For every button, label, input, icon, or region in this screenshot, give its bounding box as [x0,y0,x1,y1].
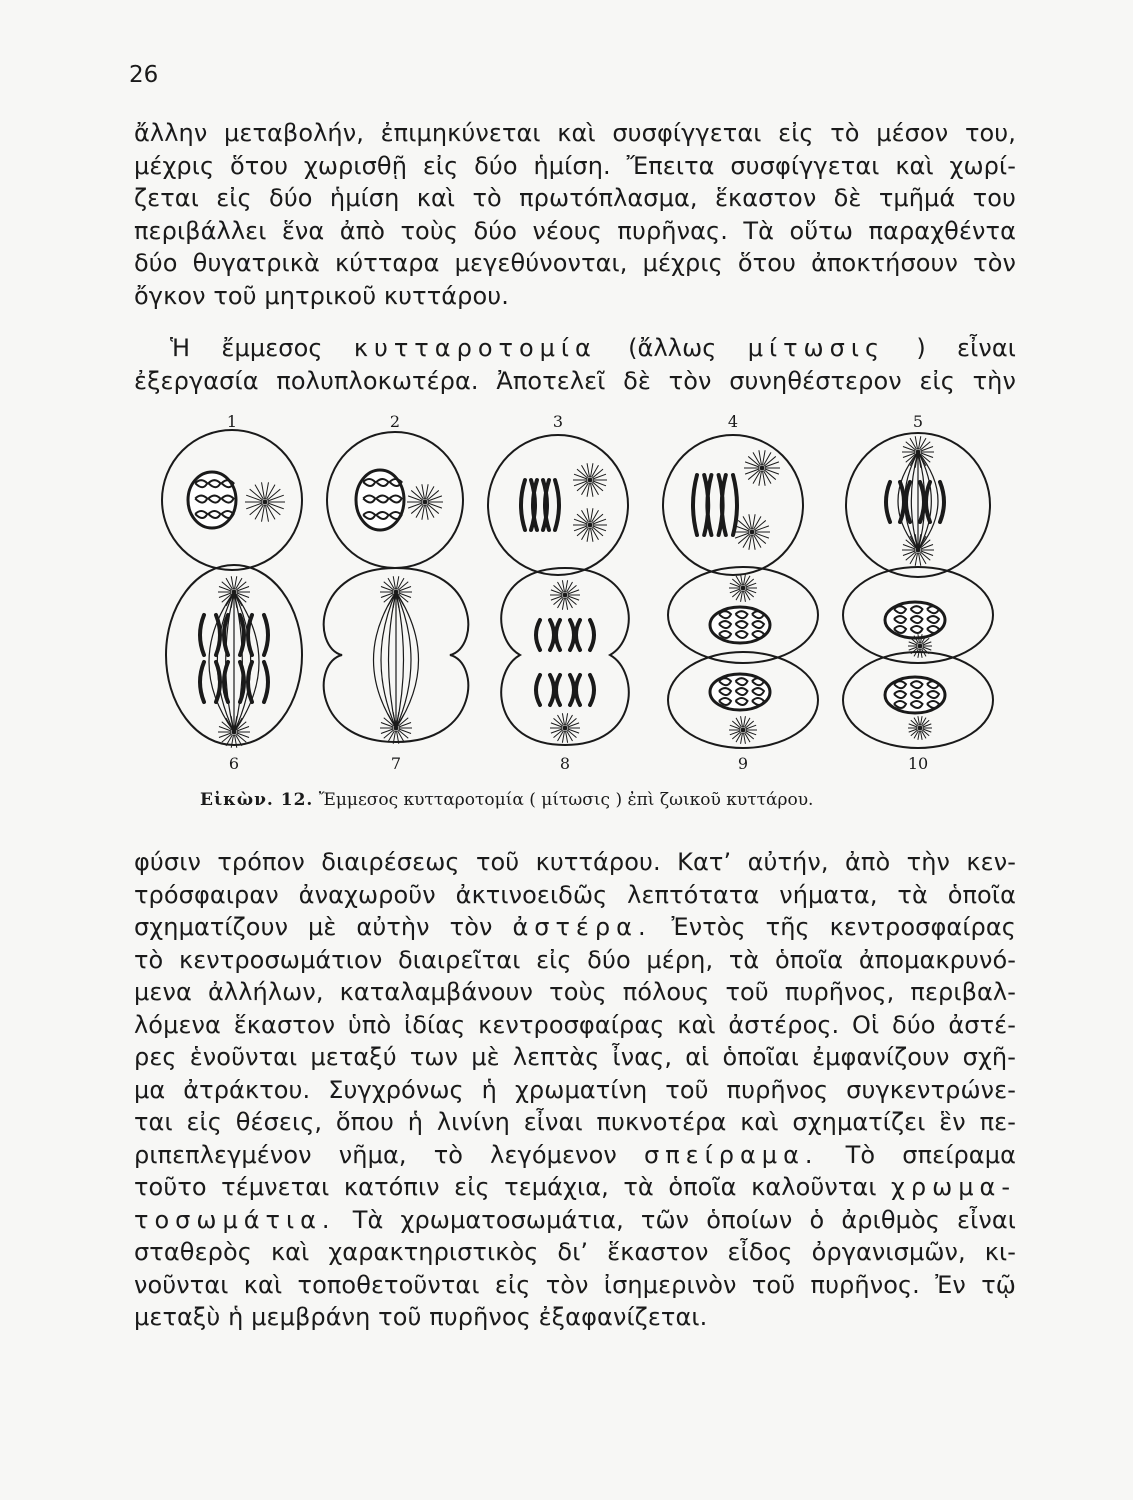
text-line: μενα ἀλλήλων, καταλαμβάνουν τοὺς πόλους τοῦ πυρῆνος, περιβαλ- [134,978,1016,1006]
stage-number: 2 [389,412,401,431]
text-line: ζεται εἰς δύο ἡμίση καὶ τὸ πρωτόπλασμα, ἕκαστον δὲ τμῆμά του [134,184,1016,212]
centrosome [563,593,568,598]
mitosis-illustration [150,410,1010,780]
caption-label: Εἰκὼν. 12. [200,790,314,810]
text-fragment: ριπεπλεγμένον νῆμα, τὸ λεγόμενον [134,1140,617,1169]
second-paragraph [134,332,1016,397]
text-line: μα ἀτράκτου. Συγχρόνως ἡ χρωματίνη τοῦ πυρῆνος συγκεντρώνε- [134,1075,1016,1104]
stage-number: 4 [727,412,739,431]
caption-text: Ἔμμεσος κυτταροτομία ( μίτωσις ) ἐπὶ ζωικοῦ κυττάρου. [318,790,814,810]
spaced-term: ἀστέρα. [512,913,652,941]
text-line: μέχρις ὅτου χωρισθῇ εἰς δύο ἡμίση. Ἔπειτα συσφίγγεται καὶ χωρί- [134,151,1016,180]
centrosome [563,726,568,731]
text-line: ρες ἑνοῦνται μεταξύ των μὲ λεπτὰς ἶνας, αἱ ὁποῖαι ἐμφανίζουν σχῆ- [134,1043,1016,1071]
text-fragment: Ἡ ἔμμεσος [170,334,323,362]
stage-number: 7 [390,754,402,773]
text-line: λόμενα ἕκαστον ὑπὸ ἰδίας κεντροσφαίρας καὶ ἀστέρος. Οἱ δύο ἀστέ- [134,1010,1016,1039]
stage-number: 5 [912,412,924,431]
centrosome [394,590,399,595]
text-line: φύσιν τρόπον διαιρέσεως τοῦ κυττάρου. Κατ’ αὐτήν, ἀπὸ τὴν κεν- [134,848,1016,876]
text-fragment: Τὰ χρωματοσωμάτια, τῶν ὁποίων ὁ ἀριθμὸς εἶναι [352,1205,1016,1234]
centrosome [588,478,593,483]
text-line: μεταξὺ ἡ μεμβράνη τοῦ πυρῆνος ἐξαφανίζεται. [134,1303,708,1331]
text-fragment: (ἄλλως [628,334,717,362]
spaced-term: χρωμα- [891,1173,1016,1201]
chromosomes-stage-8b [536,675,594,705]
chromosomes-stage-4 [693,475,737,535]
centrosome [916,450,921,455]
stage-number: 10 [907,754,929,773]
spaced-term: μίτωσις [747,334,886,362]
text-line [134,1204,1016,1237]
stage-number: 8 [559,754,571,773]
text-line: τὸ κεντροσωμάτιον διαιρεῖται εἰς δύο μέρη, τὰ ὁποῖα ἀπομακρυνό- [134,945,1016,974]
centrosome [232,590,237,595]
spaced-term: τοσωμάτια. [134,1205,336,1234]
stage-number: 9 [737,754,749,773]
bottom-paragraph [134,846,1016,1334]
centrosome [394,726,399,731]
text-line [134,332,1016,365]
text-line: σταθερὸς καὶ χαρακτηριστικὸς δι’ ἕκαστον εἶδος ὀργανισμῶν, κι- [134,1238,1016,1266]
centrosome [760,466,765,471]
centrosome [232,730,237,735]
stage-number: 6 [228,754,240,773]
spaced-term: σπείραμα. [643,1140,819,1169]
text-line: ὄγκον τοῦ μητρικοῦ κυττάρου. [134,281,510,310]
chromosomes-stage-3 [521,480,559,530]
centrosome [916,548,921,553]
centrosome [588,523,593,528]
text-line: νοῦνται καὶ τοποθετοῦνται εἰς τὸν ἰσημερινὸν τοῦ πυρῆνος. Ἐν τῷ [134,1270,1016,1299]
top-paragraph [134,117,1016,312]
chromosomes-stage-8a [536,620,594,650]
text-line [134,1139,1016,1172]
stage-number: 3 [552,412,564,431]
spindle-stage-7 [374,592,419,728]
chromosomes-stage-5 [886,482,944,522]
text-fragment: Ἐντὸς τῆς κεντροσφαίρας [671,913,1016,941]
centrosome [263,500,268,505]
page-number: 26 [129,62,159,88]
centrosome [918,726,923,731]
text-line: περιβάλλει ἕνα ἀπὸ τοὺς δύο νέους πυρῆνας. Τὰ οὕτω παραχθέντα [134,216,1016,245]
centrosome [423,500,428,505]
mitosis-figure [150,410,1010,780]
spaced-term: κυτταροτομία [353,334,597,362]
text-line: ἄλλην μεταβολήν, ἐπιμηκύνεται καὶ συσφίγγεται εἰς τὸ μέσον του, [134,119,1016,147]
text-line: δύο θυγατρικὰ κύτταρα μεγεθύνονται, μέχρις ὅτου ἀποκτήσουν τὸν [134,249,1016,277]
text-fragment: τοῦτο τέμνεται κατόπιν εἰς τεμάχια, τὰ ὁποῖα καλοῦνται [134,1173,877,1201]
text-line: ται εἰς θέσεις, ὅπου ἡ λινίνη εἶναι πυκνοτέρα καὶ σχηματίζει ἓν πε- [134,1108,1016,1136]
text-fragment: Τὸ σπείραμα [845,1140,1016,1169]
text-fragment: ) εἶναι [916,334,1016,362]
text-line: ἐξεργασία πολυπλοκωτέρα. Ἀποτελεῖ δὲ τὸν συνηθέστερον εἰς τὴν [134,366,1016,395]
text-line [134,911,1016,944]
centrosome [750,530,755,535]
text-line: τρόσφαιραν ἀναχωροῦν ἀκτινοειδῶς λεπτότατα νήματα, τὰ ὁποῖα [134,880,1016,909]
cell-stage-4 [663,435,803,575]
centrosome [741,728,746,733]
text-line [134,1171,1016,1204]
figure-caption [200,790,980,810]
text-fragment: σχηματίζουν μὲ αὐτὴν τὸν [134,913,493,941]
centrosome [918,644,923,649]
centrosome [741,586,746,591]
stage-number: 1 [226,412,238,431]
